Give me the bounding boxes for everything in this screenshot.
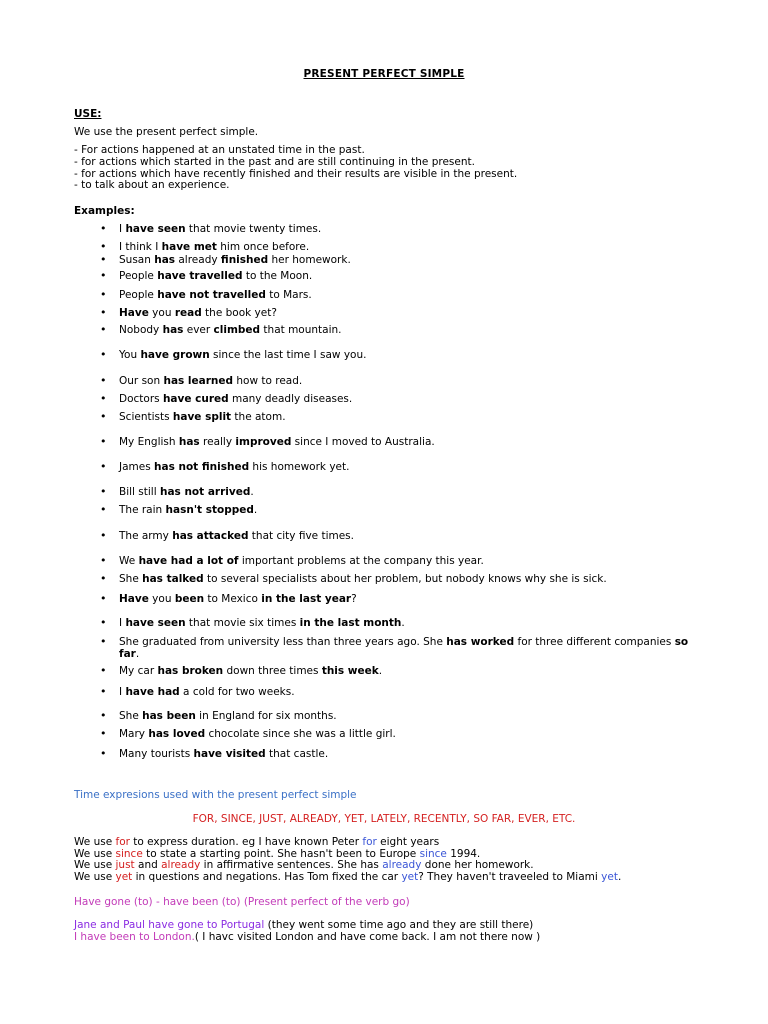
example-item	[100, 635, 690, 660]
explanation-text: ? They haven't traveeled to Miami	[418, 871, 602, 884]
sentence-text: People	[119, 270, 158, 282]
explanation-text: ( I havc visited London and have come back. I am not there now )	[194, 931, 541, 943]
sentence-text: since the last time I saw you.	[209, 349, 367, 361]
sentence-text: We	[119, 555, 139, 567]
verb-phrase: read	[174, 307, 202, 319]
example-item	[100, 323, 700, 336]
use-line: - For actions happened at an unstated time in the past.	[74, 144, 365, 156]
example-item	[100, 253, 700, 266]
bullet-icon: •	[100, 635, 107, 648]
use-line: - for actions which started in the past and are still continuing in the present.	[74, 155, 475, 168]
sentence-text: her homework.	[268, 254, 351, 266]
verb-phrase: this week	[321, 665, 379, 677]
sentence-text: Nobody	[119, 324, 163, 336]
sentence-text: him once before.	[216, 241, 310, 253]
example-item	[100, 529, 700, 542]
sentence-text: how to read.	[233, 375, 303, 387]
bullet-icon: •	[100, 288, 107, 301]
sentence-text: Bill still	[119, 486, 160, 498]
explanation-text: in questions and negations. Has Tom fixed the car	[132, 871, 402, 884]
uses-list	[74, 145, 517, 192]
highlighted-word: since	[419, 847, 447, 860]
verb-phrase: has worked	[446, 636, 515, 648]
example-item	[100, 727, 700, 740]
sentence-text: that movie six times	[185, 617, 300, 629]
sentence-text: Our son	[119, 375, 164, 387]
verb-phrase: have travelled	[157, 270, 243, 282]
sentence-text: in England for six months.	[195, 710, 337, 722]
example-item	[100, 222, 700, 235]
gone-been-examples	[74, 919, 540, 943]
sentence-text: to Mars.	[265, 289, 312, 301]
use-line: - for actions which have recently finished and their results are visible in the present.	[74, 167, 518, 180]
verb-phrase: in the last month	[299, 617, 402, 629]
sentence-text: already	[175, 254, 221, 266]
highlighted-word: yet	[115, 871, 133, 884]
bullet-icon: •	[100, 747, 107, 760]
highlighted-word: for	[115, 836, 130, 848]
example-item	[100, 485, 700, 498]
verb-phrase: have met	[161, 241, 217, 253]
sentence-text: James	[119, 461, 155, 473]
explanation-text: 1994.	[446, 847, 481, 860]
sentence-text: that movie twenty times.	[185, 223, 322, 235]
explanation-text: .	[617, 871, 622, 884]
sentence-text: Doctors	[119, 393, 163, 405]
sentence-text: ?	[351, 593, 357, 605]
example-item	[100, 374, 700, 387]
bullet-icon: •	[100, 435, 107, 448]
sentence-text: you	[148, 307, 175, 319]
usage-explanations	[74, 837, 621, 884]
example-item	[100, 747, 700, 760]
bullet-icon: •	[100, 240, 107, 253]
sentence-text: to several specialists about her problem, but nobody knows why she is sick.	[203, 573, 607, 585]
sentence-text: to Mexico	[204, 593, 262, 605]
example-item	[100, 709, 700, 722]
sentence-text: Mary	[119, 728, 149, 740]
sentence-text: important problems at the company this year.	[238, 555, 484, 567]
bullet-icon: •	[100, 572, 107, 585]
sentence-text: for three different companies	[514, 636, 675, 648]
use-heading: USE:	[74, 108, 102, 120]
verb-phrase: have had a lot of	[138, 555, 239, 567]
sentence-text: .	[401, 617, 405, 629]
explanation-text: We use	[74, 871, 116, 884]
examples-heading: Examples:	[74, 205, 135, 217]
example-item	[100, 616, 700, 629]
explanation-text: to express duration. eg I have known Peter	[129, 836, 363, 848]
highlighted-word: already	[382, 859, 422, 872]
highlighted-word: yet	[401, 871, 419, 884]
sentence-text: You	[119, 349, 141, 361]
verb-phrase: has broken	[157, 665, 224, 677]
bullet-icon: •	[100, 616, 107, 629]
example-item	[100, 592, 700, 605]
bullet-icon: •	[100, 306, 107, 319]
sentence-text: My car	[119, 665, 158, 677]
example-item	[100, 503, 700, 516]
verb-phrase: have not travelled	[157, 289, 266, 301]
explanation-text: and	[134, 859, 162, 872]
gone-been-heading: Have gone (to) - have been (to) (Present perfect of the verb go)	[74, 896, 410, 908]
example-item	[100, 554, 700, 567]
verb-phrase: in the last year	[261, 593, 352, 605]
verb-phrase: hasn't stopped	[165, 504, 254, 516]
verb-phrase: has learned	[163, 375, 234, 387]
verb-phrase: has	[178, 436, 200, 448]
explanation-text: We use	[74, 859, 116, 872]
verb-phrase: have grown	[140, 349, 210, 361]
explanation-line	[74, 931, 540, 943]
verb-phrase: has loved	[148, 728, 206, 740]
sentence-text: She	[119, 710, 143, 722]
sentence-text: that mountain.	[260, 324, 342, 336]
example-item	[100, 348, 700, 361]
example-item	[100, 572, 700, 585]
verb-phrase: have had	[125, 686, 180, 698]
verb-phrase: have seen	[125, 223, 186, 235]
use-line: - to talk about an experience.	[74, 179, 230, 192]
sentence-text: really	[199, 436, 236, 448]
sentence-text: ever	[183, 324, 214, 336]
bullet-icon: •	[100, 664, 107, 677]
bullet-icon: •	[100, 222, 107, 235]
sentence-text: Susan	[119, 254, 155, 266]
explanation-text: We use	[74, 836, 116, 848]
explanation-line	[74, 872, 621, 884]
example-item	[100, 410, 700, 423]
sentence-text: Many tourists	[119, 748, 194, 760]
sentence-text: his homework yet.	[249, 461, 350, 473]
bullet-icon: •	[100, 503, 107, 516]
example-item	[100, 269, 700, 282]
sentence-text: I	[119, 686, 126, 698]
bullet-icon: •	[100, 269, 107, 282]
verb-phrase: have seen	[125, 617, 186, 629]
bullet-icon: •	[100, 709, 107, 722]
sentence-text: that city five times.	[248, 530, 354, 542]
example-item	[100, 435, 700, 448]
sentence-text: The army	[119, 530, 173, 542]
verb-phrase: far	[119, 648, 136, 660]
sentence-text: chocolate since she was a little girl.	[205, 728, 396, 740]
sentence-text: the book yet?	[201, 307, 277, 319]
sentence-text: .	[378, 665, 383, 677]
explanation-text: eight years	[376, 836, 440, 848]
example-item	[100, 460, 700, 473]
verb-phrase: has not finished	[154, 461, 250, 473]
sentence-text: many deadly diseases.	[228, 393, 353, 405]
bullet-icon: •	[100, 460, 107, 473]
highlighted-word: yet	[601, 871, 618, 884]
bullet-icon: •	[100, 485, 107, 498]
example-item	[100, 288, 700, 301]
highlighted-word: just	[115, 859, 135, 872]
explanation-text: (they went some time ago and they are still there)	[264, 919, 534, 931]
sentence-text: People	[119, 289, 158, 301]
time-expressions-heading: Time expresions used with the present perfect simple	[74, 789, 357, 801]
verb-phrase: has been	[142, 710, 196, 722]
verb-phrase: Have	[119, 593, 149, 605]
explanation-line	[74, 919, 540, 931]
verb-phrase: has	[154, 254, 176, 266]
sentence-text: .	[135, 648, 140, 660]
explanation-text: to state a starting point. She hasn't been to Europe	[142, 847, 420, 860]
intro-text: We use the present perfect simple.	[74, 126, 259, 138]
sentence-text: She graduated from university less than three years ago. She	[119, 636, 447, 648]
bullet-icon: •	[100, 392, 107, 405]
bullet-icon: •	[100, 529, 107, 542]
bullet-icon: •	[100, 348, 107, 361]
sentence-text: I think I	[119, 241, 162, 253]
verb-phrase: been	[174, 593, 205, 605]
highlighted-word: since	[115, 847, 143, 860]
verb-phrase: have cured	[162, 393, 229, 405]
bullet-icon: •	[100, 410, 107, 423]
bullet-icon: •	[100, 374, 107, 387]
example-item	[100, 664, 700, 677]
verb-phrase: Have	[119, 307, 149, 319]
verb-phrase: has	[162, 324, 184, 336]
sentence-text: The rain	[119, 504, 166, 516]
explanation-text: done her homework.	[421, 859, 534, 872]
explanation-text: in affirmative sentences. She has	[200, 859, 383, 872]
bullet-icon: •	[100, 592, 107, 605]
sentence-text: Scientists	[119, 411, 173, 423]
verb-phrase: have visited	[193, 748, 266, 760]
highlighted-word: for	[362, 836, 377, 848]
verb-phrase: have split	[172, 411, 232, 423]
sentence-text: since I moved to Australia.	[291, 436, 435, 448]
verb-phrase: improved	[235, 436, 292, 448]
example-continuation	[100, 648, 690, 660]
sentence-text: a cold for two weeks.	[179, 686, 295, 698]
example-item	[100, 240, 700, 253]
verb-phrase: has not arrived	[159, 486, 251, 498]
highlighted-word: Jane and Paul have gone to Portugal	[74, 919, 265, 931]
sentence-text: I	[119, 617, 126, 629]
verb-phrase: has talked	[142, 573, 204, 585]
bullet-icon: •	[100, 253, 107, 266]
sentence-text: .	[250, 486, 254, 498]
verb-phrase: so	[674, 636, 689, 648]
keywords-line: FOR, SINCE, JUST, ALREADY, YET, LATELY, RECENTLY, SO FAR, EVER, ETC.	[192, 813, 576, 825]
sentence-text: to the Moon.	[242, 270, 313, 282]
highlighted-word: I have been to London.	[74, 931, 195, 943]
bullet-icon: •	[100, 323, 107, 336]
example-item	[100, 306, 700, 319]
verb-phrase: climbed	[213, 324, 261, 336]
bullet-icon: •	[100, 554, 107, 567]
verb-phrase: has attacked	[172, 530, 249, 542]
sentence-text: .	[253, 504, 258, 516]
sentence-text: the atom.	[231, 411, 286, 423]
bullet-icon: •	[100, 685, 107, 698]
explanation-text: We use	[74, 847, 116, 860]
bullet-icon: •	[100, 727, 107, 740]
sentence-text: you	[148, 593, 175, 605]
sentence-text: I	[119, 223, 126, 235]
sentence-text: My English	[119, 436, 179, 448]
page-title: PRESENT PERFECT SIMPLE	[303, 68, 465, 80]
highlighted-word: already	[161, 859, 201, 872]
sentence-text: She	[119, 573, 143, 585]
example-item	[100, 392, 700, 405]
sentence-text: that castle.	[265, 748, 329, 760]
example-item	[100, 685, 700, 698]
sentence-text: down three times	[223, 665, 322, 677]
verb-phrase: finished	[220, 254, 269, 266]
